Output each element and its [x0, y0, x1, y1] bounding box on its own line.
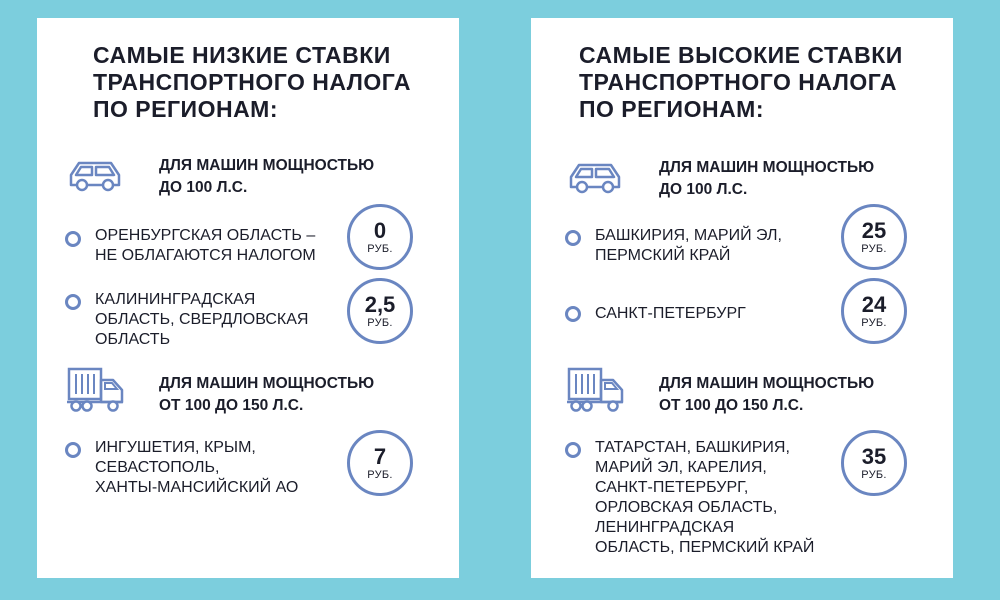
rate-badge	[347, 278, 413, 344]
bullet-dot	[65, 294, 81, 310]
bullet-dot	[565, 306, 581, 322]
car-icon	[65, 155, 125, 193]
rate-unit: РУБ.	[367, 468, 393, 481]
section-header-under-100hp	[565, 157, 945, 213]
region-text: ТАТАРСТАН, БАШКИРИЯ, МАРИЙ ЭЛ, КАРЕЛИЯ, САНКТ-ПЕТЕРБУРГ, ОРЛОВСКАЯ ОБЛАСТЬ, ЛЕНИНГРАДСКАЯ ОБЛАСТЬ, ПЕРМСКИЙ КРАЙ	[595, 439, 815, 556]
section-header-100-150hp	[565, 366, 945, 422]
truck-icon	[65, 366, 129, 414]
rate-value: 2,5	[364, 291, 396, 317]
rate-value: 0	[373, 217, 387, 243]
rate-unit: РУБ.	[861, 242, 887, 255]
bullet-dot	[565, 230, 581, 246]
rate-unit: РУБ.	[367, 242, 393, 255]
rate-unit: РУБ.	[861, 316, 887, 329]
truck-icon	[565, 366, 629, 414]
section-label: ДЛЯ МАШИН МОЩНОСТЬЮ ДО 100 Л.С.	[659, 159, 875, 198]
rate-unit: РУБ.	[367, 316, 393, 329]
section-label: ДЛЯ МАШИН МОЩНОСТЬЮ ДО 100 Л.С.	[159, 157, 375, 196]
rate-badge	[841, 204, 907, 270]
lowest-rates-card	[37, 18, 459, 578]
rate-value: 35	[861, 443, 887, 469]
rate-value: 24	[861, 291, 887, 317]
section-label: ДЛЯ МАШИН МОЩНОСТЬЮ ОТ 100 ДО 150 Л.С.	[659, 375, 875, 414]
section-header-under-100hp	[65, 155, 445, 211]
rate-value: 7	[373, 443, 387, 469]
bullet-dot	[65, 442, 81, 458]
bullet-dot	[65, 231, 81, 247]
rate-badge	[841, 278, 907, 344]
bullet-dot	[565, 442, 581, 458]
section-label: ДЛЯ МАШИН МОЩНОСТЬЮ ОТ 100 ДО 150 Л.С.	[159, 375, 375, 414]
region-text: КАЛИНИНГРАДСКАЯ ОБЛАСТЬ, СВЕРДЛОВСКАЯ ОБЛАСТЬ	[95, 291, 309, 348]
region-text: ОРЕНБУРГСКАЯ ОБЛАСТЬ – НЕ ОБЛАГАЮТСЯ НАЛОГОМ	[95, 227, 316, 264]
section-header-100-150hp	[65, 366, 445, 422]
highest-rates-card	[531, 18, 953, 578]
rate-badge	[841, 430, 907, 496]
card-title: САМЫЕ НИЗКИЕ СТАВКИ ТРАНСПОРТНОГО НАЛОГА ПО РЕГИОНАМ:	[93, 42, 411, 122]
card-title: САМЫЕ ВЫСОКИЕ СТАВКИ ТРАНСПОРТНОГО НАЛОГА ПО РЕГИОНАМ:	[579, 42, 903, 122]
region-text: САНКТ-ПЕТЕРБУРГ	[595, 305, 746, 322]
region-text: БАШКИРИЯ, МАРИЙ ЭЛ, ПЕРМСКИЙ КРАЙ	[595, 227, 782, 264]
rate-badge	[347, 204, 413, 270]
rate-unit: РУБ.	[861, 468, 887, 481]
car-icon	[565, 157, 625, 195]
rate-badge	[347, 430, 413, 496]
region-text: ИНГУШЕТИЯ, КРЫМ, СЕВАСТОПОЛЬ, ХАНТЫ-МАНСИЙСКИЙ АО	[95, 439, 299, 496]
rate-value: 25	[861, 217, 887, 243]
